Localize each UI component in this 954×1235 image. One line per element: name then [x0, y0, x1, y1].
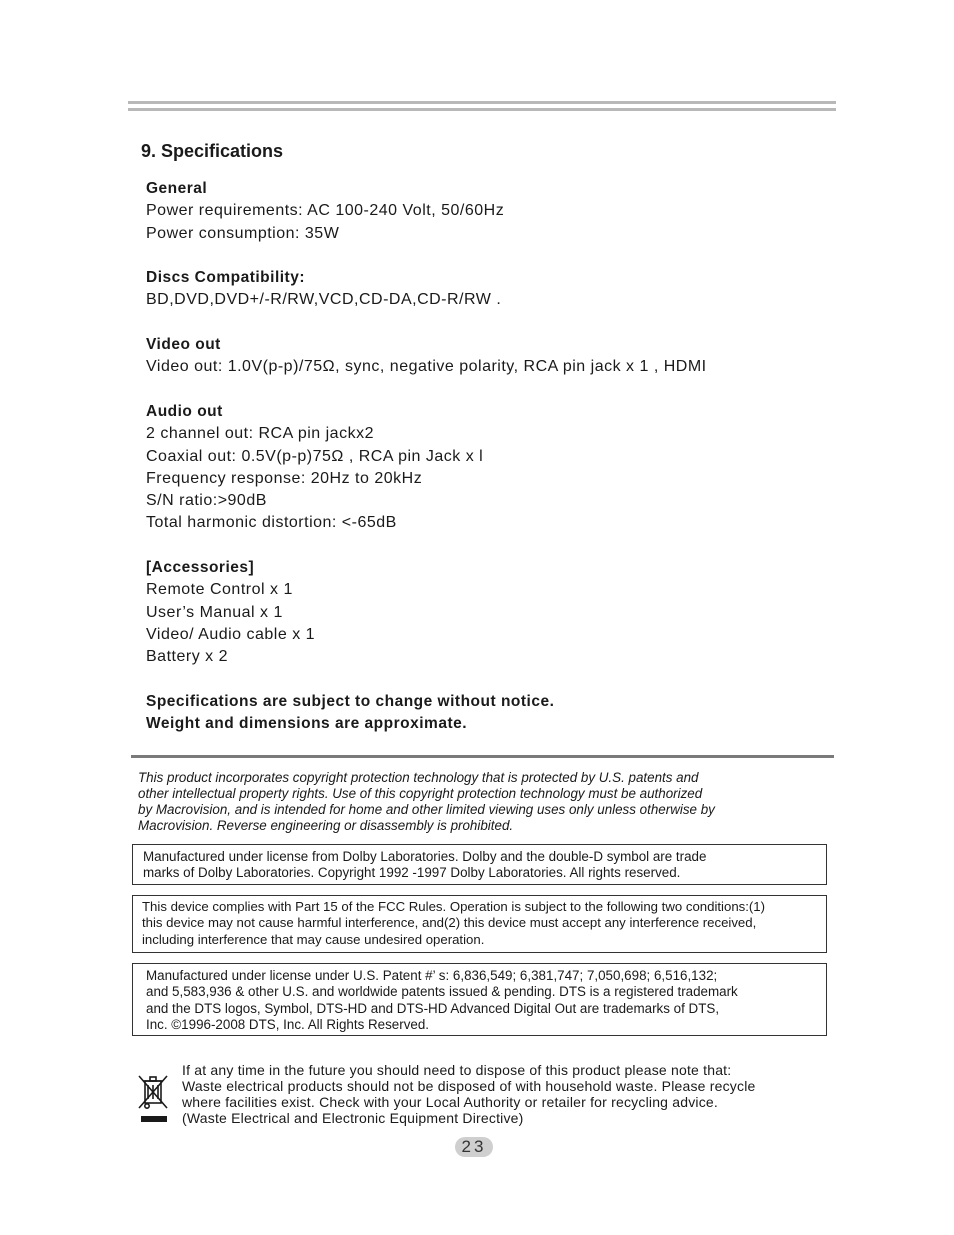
top-divider [128, 101, 836, 104]
macrovision-notice [138, 770, 828, 834]
accessories-heading: [Accessories] [146, 559, 255, 577]
top-divider-secondary [128, 108, 836, 111]
dts-notice-box [132, 963, 827, 1036]
general-heading: General [146, 180, 208, 197]
notice-line: Manufactured under license under U.S. Patent #’ s: 6,836,549; 6,381,747; 7,050,698; 6,516,132; [146, 968, 718, 983]
spec-line: User’s Manual x 1 [146, 603, 283, 621]
notice-line: where facilities exist. Check with your Local Authority or retailer for recycling advice. [182, 1094, 719, 1110]
notice-line: Manufactured under license from Dolby Laboratories. Dolby and the double-D symbol are trade [143, 849, 707, 864]
spec-line: 2 channel out: RCA pin jackx2 [146, 425, 374, 443]
notice-line: marks of Dolby Laboratories. Copyright 1992 -1997 Dolby Laboratories. All rights reserved. [143, 865, 681, 881]
specifications-body [146, 178, 707, 735]
notice-line: including interference that may cause undesired operation. [142, 931, 485, 947]
spec-line: Total harmonic distortion: <-65dB [146, 514, 397, 532]
spec-line: Video out: 1.0V(p-p)/75Ω, sync, negative polarity, RCA pin jack x 1 , HDMI [146, 358, 707, 376]
notice-line: (Waste Electrical and Electronic Equipment Directive) [182, 1110, 524, 1126]
notice-line: this device may not cause harmful interference, and(2) this device must accept any interference received, [142, 915, 757, 931]
spec-line: Frequency response: 20Hz to 20kHz [146, 469, 423, 487]
weee-notice [182, 1062, 756, 1126]
fcc-notice-box [132, 895, 827, 953]
spec-line: S/N ratio:>90dB [146, 492, 267, 510]
spec-line: Video/ Audio cable x 1 [146, 625, 316, 643]
page-number: 23 [455, 1137, 493, 1157]
spec-line: Coaxial out: 0.5V(p-p)75Ω , RCA pin Jack x l [146, 447, 484, 465]
notice-line: Waste electrical products should not be disposed of with household waste. Please recycle [182, 1078, 756, 1094]
section-divider [131, 755, 834, 758]
notice-line: This product incorporates copyright protection technology that is protected by U.S. patents and [138, 770, 699, 785]
spec-footnote: Weight and dimensions are approximate. [146, 715, 468, 733]
notice-line: and the DTS logos, Symbol, DTS-HD and DTS-HD Advanced Digital Out are trademarks of DTS, [146, 1000, 720, 1016]
notice-line: If at any time in the future you should need to dispose of this product please note that: [182, 1062, 732, 1078]
discs-heading: Discs Compatibility: [146, 269, 305, 287]
spec-footnote: Specifications are subject to change without notice. [146, 692, 555, 710]
notice-line: Macrovision. Reverse engineering or disassembly is prohibited. [138, 818, 514, 833]
spec-line: Remote Control x 1 [146, 581, 293, 599]
notice-line: other intellectual property rights. Use of this copyright protection technology must be authorized [138, 786, 703, 801]
notice-line: This device complies with Part 15 of the FCC Rules. Operation is subject to the following two conditions:(1) [142, 899, 766, 914]
section-title: 9. Specifications [141, 141, 284, 161]
spec-line: Power requirements: AC 100-240 Volt, 50/60Hz [146, 202, 505, 220]
notice-line: by Macrovision, and is intended for home and other limited viewing uses only unless otherwise by [138, 802, 715, 817]
crossed-out-wheelie-bin-icon [136, 1073, 170, 1125]
notice-line: and 5,583,936 & other U.S. and worldwide patents issued & pending. DTS is a registered trademark [146, 984, 738, 1000]
spec-line: Battery x 2 [146, 648, 228, 666]
video-out-heading: Video out [146, 336, 221, 354]
spec-line: BD,DVD,DVD+/-R/RW,VCD,CD-DA,CD-R/RW . [146, 291, 502, 309]
notice-line: Inc. ©1996-2008 DTS, Inc. All Rights Reserved. [146, 1016, 430, 1032]
spec-line: Power consumption: 35W [146, 224, 340, 242]
dolby-notice-box [132, 844, 827, 885]
audio-out-heading: Audio out [146, 402, 223, 420]
